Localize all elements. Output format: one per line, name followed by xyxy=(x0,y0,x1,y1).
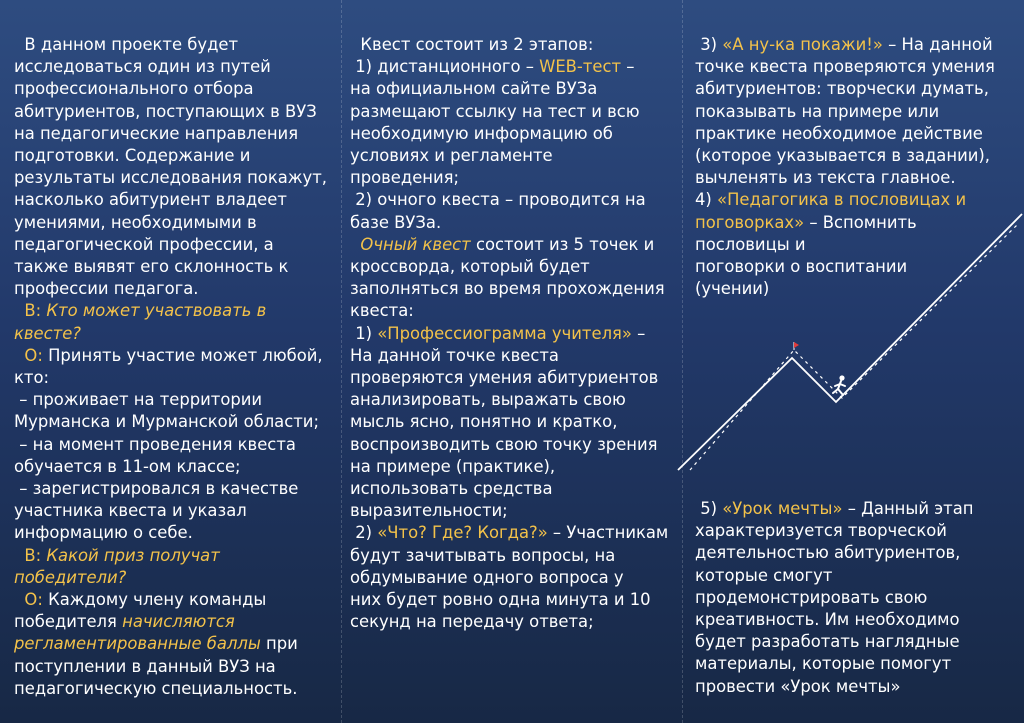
text-run: В: xyxy=(14,545,47,565)
text-run: – на официальном сайте ВУЗа размещают ссылку на тест и всю необходимую информацию об условиях и регламенте проведения; 2) очного квеста – проводится на базе ВУЗа. xyxy=(350,57,646,232)
text-run: – Вспомнить пословицы и поговорки о воспитании (учении) xyxy=(695,212,917,299)
text-run: Каждому члену команды победителя xyxy=(14,590,267,632)
text-run: Принять участие может любой, кто: – проживает на территории Мурманска и Мурманской области; – на момент проведения квеста обучается в 11-ом классе; – зарегистрировался в качестве участника квеста и указал информацию о себе. xyxy=(14,345,323,543)
text-run: WEB-тест xyxy=(539,57,622,77)
text-run: О: xyxy=(14,590,49,610)
text-run: «Профессиограмма учителя» xyxy=(377,323,632,343)
text-run: «А ну-ка покажи!» xyxy=(722,35,883,54)
text-run: 5) xyxy=(695,499,723,518)
text-run: Кто может участвовать в квесте? xyxy=(14,301,272,343)
text-run: – На данной точке квеста проверяются умения абитуриентов: творчески думать, показывать на примере или практике необходимое действие (которое указывается в задании), вычленять из текста главное. 4) xyxy=(695,35,995,210)
text-run: начисляются регламентированные баллы xyxy=(14,612,261,654)
text-run: В: xyxy=(14,301,47,321)
text-run: Какой приз получат победители? xyxy=(14,545,220,587)
text-run: «Педагогика в пословицах и поговорках» xyxy=(695,190,967,232)
text-run: О: xyxy=(14,345,49,365)
text-run: 3) xyxy=(695,35,723,54)
mountain-dashed-line xyxy=(690,224,1018,470)
text-run: Очный квест xyxy=(360,234,471,254)
text-run: – Участникам будут зачитывать вопросы, на обдумывание одного вопроса у них будет ровно одна минута и 10 секунд на передачу ответа; xyxy=(350,523,669,632)
text-run: Квест состоит из 2 этапов: 1) дистанционного – xyxy=(355,35,594,77)
text-run: «Что? Где? Когда?» xyxy=(377,523,548,543)
runner-icon xyxy=(833,375,845,395)
text-run: состоит из 5 точек и кроссворда, который будет заполняться во время прохождения квеста: 1) xyxy=(350,234,665,343)
text-run: при поступлении в данный ВУЗ на педагогическую специальность. xyxy=(14,634,298,698)
text-run: – На данной точке квеста проверяются умения абитуриентов анализировать, выражать свою мысль ясно, понятно и кратко, воспроизводить свою точку зрения на примере (практике), использовать средства выразительности; 2) xyxy=(350,323,659,543)
text-run: В данном проекте будет исследоваться один из путей профессионального отбора абитуриентов, поступающих в ВУЗ на педагогические направления подготовки. Содержание и результаты исследования покажут, насколько абитуриент владеет умениями, необходимыми в педагогической профессии, а также выявят его склонность к профессии педагога. xyxy=(14,35,327,299)
flag-icon xyxy=(794,342,799,350)
text-run: – Данный этап характеризуется творческой деятельностью абитуриентов, которые смогут продемонстрировать свою креативность. Им необходимо будет разработать наглядные материалы, которые помогут провести «Урок мечты» xyxy=(695,499,974,696)
mountain-solid-line xyxy=(678,214,1022,470)
text-run: «Урок мечты» xyxy=(722,499,843,518)
